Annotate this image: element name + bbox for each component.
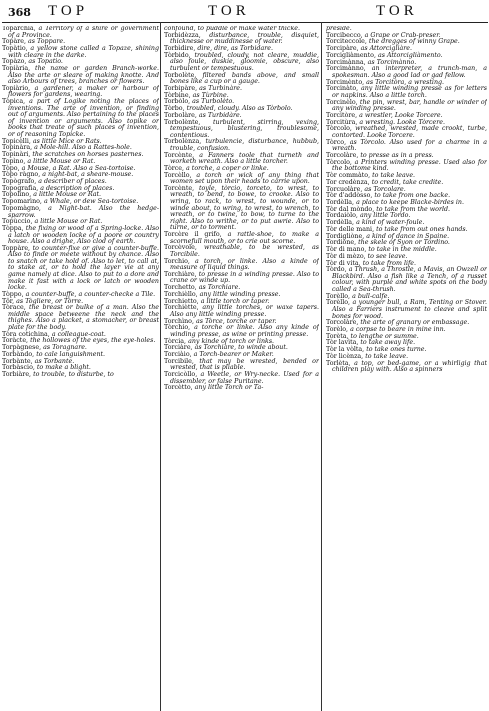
entry-headword: Tòrchio, xyxy=(164,324,191,332)
entry-headword: Torbidèzza, xyxy=(164,31,201,39)
entry-definition: as Turbolèto. xyxy=(192,98,235,106)
entry-headword: Tòr commàto, xyxy=(326,172,371,180)
entry-definition: to presse as in a press. xyxy=(360,152,434,160)
entry-definition: to take away life. xyxy=(360,339,416,347)
entry-headword: Torèllo, xyxy=(326,299,351,307)
dictionary-entry xyxy=(164,153,319,166)
entry-headword: Topomarìno, xyxy=(2,198,42,206)
entry-headword: Topàtio, xyxy=(2,45,28,53)
entry-headword: Tòr di vita, xyxy=(326,259,361,267)
entry-definition: a wrestler, Looke Torcere. xyxy=(359,111,443,119)
entry-definition: a top, or bed-game, or a whirligig that children play with. Also a spinners xyxy=(332,359,487,374)
entry-headword: Torcinàto, xyxy=(326,85,359,93)
dictionary-entry xyxy=(2,66,159,86)
entry-headword: Tòr dal mòndo, xyxy=(326,205,375,213)
entry-definition: a part of Logike noting the places of inventions. The arte of invention, or finding out of arguments. Also pertaining to the places of invention or arguments. Also topike or books that treate of such places of invention, or of reasoning Topicke. xyxy=(8,98,159,138)
entry-definition: to make a blight. xyxy=(36,364,91,372)
dictionary-entry xyxy=(326,126,487,139)
entry-definition: a Fanners toole that turneth and worketh wreath. Also a little torcher. xyxy=(170,151,319,166)
entry-definition: as Attorcigliàre. xyxy=(360,45,412,53)
entry-headword: Torchetto, xyxy=(164,284,197,292)
entry-definition: a Mouse, a Rat. Also a Sea-tortoise. xyxy=(21,164,136,172)
entry-headword: Tòrace, xyxy=(2,304,26,312)
entry-definition: the dregges of winny Grape. xyxy=(368,38,460,46)
entry-headword: Torchìno, xyxy=(164,317,194,325)
entry-headword: Torcènte, xyxy=(164,151,195,159)
entry-headword: Torbàscio, xyxy=(2,364,35,372)
dictionary-entry xyxy=(326,66,487,79)
entry-headword: Torbànte, xyxy=(2,357,33,365)
entry-definition: a wresting. Looke Tòrcere. xyxy=(359,118,445,126)
entry-headword: Torpàgnese, xyxy=(2,344,42,352)
entry-headword: Topiàrio, xyxy=(2,84,31,92)
dictionary-entry xyxy=(2,372,159,379)
entry-definition: to see leave. xyxy=(367,252,408,260)
entry-definition: a yellow stone called a Topaze, shining with cleare in the darke. xyxy=(8,45,159,59)
column-left xyxy=(2,26,159,710)
entry-definition: preside. xyxy=(326,26,352,32)
entry-headword: Toràcte, xyxy=(2,337,29,345)
entry-definition: a gardener, a maker or harbour of flowers for gardens, wearing. xyxy=(8,84,159,99)
dictionary-entry xyxy=(164,232,319,245)
dictionary-entry xyxy=(2,26,159,39)
entry-headword: Torchio, xyxy=(164,257,190,265)
entry-headword: Torcimànna, xyxy=(326,58,366,66)
entry-definition: filtered bands above, and small bones like a cup or a gauge. xyxy=(170,71,319,86)
entry-headword: Tòrcia, xyxy=(164,337,187,345)
entry-headword: Topùccio, xyxy=(2,218,33,226)
entry-headword: Tòpica, xyxy=(2,98,26,106)
dictionary-entry xyxy=(164,272,319,285)
entry-headword: Tòrdo, xyxy=(326,266,347,274)
entry-definition: as Turbinàre. xyxy=(199,84,242,92)
dictionary-entry xyxy=(164,385,319,392)
entry-definition: a night-bat, a sheare-mouse. xyxy=(42,171,134,179)
entry-definition: a place to keepe Blacke-birdes in. xyxy=(356,198,464,206)
entry-headword: Topinàra, xyxy=(2,144,33,152)
entry-definition: to take in the middle. xyxy=(368,246,437,254)
entry-headword: Torchiètte, xyxy=(164,304,199,312)
entry-headword: Torbìdire, xyxy=(164,45,196,53)
dictionary-entry xyxy=(2,246,159,292)
entry-headword: Torcitùra, xyxy=(326,118,358,126)
dictionary-entry xyxy=(164,259,319,272)
entry-headword: Torcèvole, xyxy=(164,244,197,252)
entry-definition: a torche or linke. Also any kinde of winding presse, as wine or printing presse. xyxy=(170,324,319,338)
header-rule xyxy=(2,22,488,23)
dictionary-entry xyxy=(2,46,159,59)
entry-headword: Topomàgno, xyxy=(2,204,41,212)
column-middle xyxy=(164,26,319,710)
entry-definition: to take leave. xyxy=(365,352,409,360)
entry-headword: Torcimènto, xyxy=(326,78,365,86)
entry-definition: as Tòrce, torche or taper. xyxy=(195,317,277,325)
entry-definition: a Torch-bearer or Maker. xyxy=(193,351,274,359)
entry-headword: Topàzo, xyxy=(2,58,27,66)
dictionary-entry xyxy=(164,372,319,385)
entry-headword: Topinàri, xyxy=(2,151,31,159)
entry-definition: a torche, a coper or linke. xyxy=(186,164,269,172)
entry-headword: Toparchia, xyxy=(2,26,36,32)
entry-definition: as Tògliere, or Tòrre. xyxy=(16,297,84,305)
entry-headword: Torcibecco, xyxy=(326,31,363,39)
page-number: 368 xyxy=(8,6,31,19)
entry-headword: Torbolàre, xyxy=(164,111,197,119)
entry-headword: Torcolàre, xyxy=(326,152,359,160)
entry-definition: any little winding presse as for letters or napkins. Also a little torch. xyxy=(332,85,487,99)
entry-headword: Torcitòre, xyxy=(326,111,358,119)
entry-headword: Tòrcolo, xyxy=(326,158,352,166)
entry-definition: a little Mouse or Rat. xyxy=(33,191,102,199)
entry-definition: the breast or bulke of a man. Also the middle space betweene the neck and the thighes. Also a placket, a stomacher, or breast plate for the body. xyxy=(8,304,159,331)
entry-definition: the hollowes of the eyes, the eye-holes. xyxy=(30,337,156,345)
entry-definition: as Topatio. xyxy=(28,58,63,66)
entry-definition: as little Mice or Rats. xyxy=(32,137,102,145)
dictionary-entry xyxy=(2,226,159,246)
entry-definition: a little Mouse or Rat. xyxy=(27,157,96,165)
column-rule-right xyxy=(321,22,322,711)
entry-definition: as Tòrcolo. Also used for a charme in a wreath. xyxy=(332,138,487,153)
dictionary-entry xyxy=(326,300,487,320)
entry-headword: Topografìa, xyxy=(2,184,39,192)
entry-headword: Torbolènza, xyxy=(164,138,202,146)
dictionary-entry xyxy=(326,86,487,99)
entry-definition: to take ones turne. xyxy=(366,346,427,354)
dictionary-entry xyxy=(164,305,319,318)
entry-headword: Torèlo, xyxy=(326,325,349,333)
entry-definition: to credit, take credite. xyxy=(371,178,444,186)
entry-headword: Tor credènza, xyxy=(326,178,370,186)
entry-headword: Torcènte, xyxy=(164,184,195,192)
entry-headword: Torcètto, xyxy=(164,384,193,392)
entry-headword: Tòrcolo, xyxy=(326,125,352,133)
entry-definition: as Attorcigliàmento. xyxy=(377,51,443,59)
entry-definition: dire, dire, as Torbidare. xyxy=(197,45,273,53)
entry-headword: Tòr di mèzo, xyxy=(326,252,366,260)
entry-definition: as Torcolare. xyxy=(364,185,406,193)
entry-headword: Tôr, xyxy=(2,297,15,305)
entry-headword: Topiària, xyxy=(2,65,31,73)
entry-definition: a Mole-hill. Also a Rattes-hole. xyxy=(34,144,132,152)
entry-headword: Tordiòne, xyxy=(326,239,357,247)
running-header xyxy=(0,0,489,22)
entry-headword: Tòr di mano, xyxy=(326,246,367,254)
entry-headword: Tordigliòne, xyxy=(326,232,365,240)
entry-definition: a rattle-shoe, to make a scornefull mouth, or to crie out scorne. xyxy=(170,230,319,245)
entry-headword: Torèllo, xyxy=(326,292,351,300)
entry-headword: Torchietto, xyxy=(164,297,199,305)
dictionary-entry xyxy=(326,100,487,113)
entry-headword: Torcigliàmento, xyxy=(326,51,376,59)
entry-headword: Tòpo, xyxy=(2,164,20,172)
column-rule-left xyxy=(160,22,161,711)
entry-definition: a Printers winding presse. Used also for the bottome kind. xyxy=(332,158,487,173)
entry-definition: a Whale, or dew Sea-tortoise. xyxy=(43,198,139,206)
entry-definition: the arte of granary or embassage. xyxy=(360,319,470,327)
entry-headword: Torcinèlo, xyxy=(326,98,358,106)
entry-definition: to lengthe or summe. xyxy=(350,332,419,340)
entry-headword: Torciàre, xyxy=(164,344,193,352)
dictionary-entry xyxy=(2,305,159,331)
entry-definition: as Toppare. xyxy=(28,38,66,46)
entry-definition: the scratches on horses pasternes. xyxy=(32,151,144,159)
entry-headword: Torbolènte, xyxy=(164,118,201,126)
entry-definition: a describer of places. xyxy=(38,178,107,186)
entry-headword: Tòr d'addòsso, xyxy=(326,192,373,200)
entry-definition: a kind of water-foule. xyxy=(356,219,425,227)
entry-headword: Tòpo ràgno, xyxy=(2,171,41,179)
entry-definition: to take from the world. xyxy=(376,205,451,213)
entry-definition: a torch, or linke. Also a kinde of measure of liquid things. xyxy=(170,257,319,272)
entry-definition: that may be wrested, bended or wrested, that is pliable. xyxy=(170,357,319,372)
entry-headword: Torèta, xyxy=(326,332,349,340)
dictionary-entry xyxy=(164,173,319,186)
entry-headword: Topìno, xyxy=(2,157,26,165)
entry-definition: the pin, wrest, bar, handle or winder of any winding presse. xyxy=(332,98,487,113)
entry-headword: Torbàndo, xyxy=(2,350,35,358)
dictionary-entry xyxy=(326,267,487,293)
entry-definition: the fixing or wood of a Spring-locke. Also a latch or wooden locke of a poore or country house. Also a drighe, Also clod of earth. xyxy=(8,224,159,246)
entry-definition: the skele of Syon or Tordino. xyxy=(358,239,450,247)
dictionary-entry xyxy=(164,186,319,232)
entry-definition: a corpse to beare in mine inn. xyxy=(350,325,446,333)
entry-definition: an interpreter, a trunch-man, a spokesman. Also a good lad or gad fellow. xyxy=(332,65,487,79)
entry-definition: a little torch or taper. xyxy=(200,297,270,305)
entry-definition: a torch or wick of any thing that women set upon their heads to carrie upon. xyxy=(170,171,319,186)
entry-headword: Torcibile, xyxy=(164,357,194,365)
entry-definition: as Torchiàre, to winde about. xyxy=(194,344,288,352)
entry-headword: Tòrco, xyxy=(326,138,347,146)
header-headword-right: TOR xyxy=(376,3,418,19)
dictionary-entry xyxy=(326,160,487,173)
dictionary-entry xyxy=(164,120,319,140)
entry-definition: toyle, tòrcio, torceto, to wrest, to wreath, to bend, to bowe, to crooke. Also to wring, to rack, to wrest, to wounde, or to winde about, to wring, to wrest, to wrench, to wreath, or to twine, to bow, to turne to the right. Also to writhe, or to put awrie. Also to turne, or to torment. xyxy=(170,184,319,232)
entry-definition: to take from one backe. xyxy=(374,192,451,200)
entry-definition: a colleague-coat. xyxy=(51,330,106,338)
entry-definition: a Night-bat. Also the hedge-sparrow. xyxy=(8,204,159,219)
entry-definition: as Torchiare. xyxy=(198,284,241,292)
entry-headword: Torciàio, xyxy=(164,351,192,359)
entry-headword: Torbolète, xyxy=(164,71,197,79)
dictionary-entry xyxy=(326,361,487,374)
entry-headword: Tòr licènza, xyxy=(326,352,364,360)
entry-definition: any kinde of torch or links. xyxy=(188,337,275,345)
entry-headword: Tòppa, xyxy=(2,224,24,232)
entry-definition: any little torches, or waxe tapers. Also any little winding presse. xyxy=(170,304,319,318)
entry-definition: as Toragnare. xyxy=(43,344,87,352)
entry-definition: any little Torch or Ta- xyxy=(194,384,264,392)
entry-definition: a Territory of a shire or government of a Province. xyxy=(8,26,159,39)
entry-definition: to take leave. xyxy=(372,172,416,180)
entry-definition: troubled, cloudy, not cleare, muddie, also foule, duskie, gloomie, obscure, also turbulent or tempestuous. xyxy=(170,51,319,72)
entry-definition: wreathable, to be wrested, as Torcibile. xyxy=(170,244,319,258)
entry-definition: troubled, cloudy. Also as Tòrbolo. xyxy=(186,105,293,113)
entry-definition: a Weetle, or Wry-necke. Used for a dissembler, or false Puritane. xyxy=(170,371,319,385)
entry-definition: confound, to puddle or make water thicke. xyxy=(164,26,301,32)
dictionary-entry xyxy=(164,245,319,258)
entry-headword: Topàre, xyxy=(2,38,27,46)
entry-definition: disturbance, trouble, disquiet, thicknesse or muddinesse of water. xyxy=(170,31,319,46)
dictionary-entry xyxy=(2,206,159,219)
entry-definition: any little winding presse. xyxy=(199,290,281,298)
entry-headword: Torcèllo, xyxy=(164,171,192,179)
entry-headword: Torbiàre, xyxy=(2,371,32,379)
entry-headword: Torlèta, xyxy=(326,359,351,367)
entry-definition: turbulent, stirring, vexing, tempestuous, blustering, troublesome, contentious. xyxy=(170,118,319,139)
entry-definition: as Torbante. xyxy=(34,357,75,365)
entry-definition: as Tùrbine. xyxy=(192,91,229,99)
entry-definition: to trouble, to disturbe, to xyxy=(33,371,114,379)
entry-definition: a description of places. xyxy=(40,184,115,192)
entry-headword: Tordaiòlo, xyxy=(326,212,358,220)
entry-headword: Tordèlla, xyxy=(326,198,355,206)
entry-headword: Torcuolàre, xyxy=(326,185,363,193)
entry-headword: Torbipàre, xyxy=(164,84,198,92)
entry-headword: Tòrbido, xyxy=(164,51,191,59)
entry-headword: Torciteccole, xyxy=(326,38,367,46)
entry-headword: Tòra cotichina, xyxy=(2,330,50,338)
entry-definition: wreathed, wrested, made crookt, turbe, contorted. Looke Torcere. xyxy=(332,125,487,139)
entry-headword: Topolìno, xyxy=(2,191,32,199)
entry-headword: Tòr lavìta, xyxy=(326,339,359,347)
entry-headword: Torchiàre, xyxy=(164,270,197,278)
entry-definition: as Torcimànno. xyxy=(367,58,417,66)
entry-headword: Torcipàre, xyxy=(326,45,359,53)
entry-headword: Topicèlli, xyxy=(2,137,31,145)
entry-headword: Tòrbine, xyxy=(164,91,191,99)
dictionary-entry xyxy=(164,33,319,46)
entry-headword: Tòr delle mani, xyxy=(326,225,375,233)
entry-definition: to take from out ones hands. xyxy=(376,225,468,233)
column-right xyxy=(326,26,487,710)
entry-headword: Torbòlo, xyxy=(164,98,191,106)
entry-definition: to counter-fixe or give a counter-buffe. Also to finde or meete without by chance. Also to snatch or take hold of. Also to let, to call at, to stake at, or to hold the layer vie at any game namely at dice. Also to put to a dore and make it fast with a lock or latch or wooden locke. xyxy=(8,244,159,292)
entry-headword: Tordèlla, xyxy=(326,219,355,227)
entry-definition: a little Mouse or Rat. xyxy=(34,218,103,226)
entry-headword: Tòppo, xyxy=(2,290,24,298)
entry-headword: Torchièllo, xyxy=(164,290,198,298)
entry-headword: Torcicòllo, xyxy=(164,371,198,379)
entry-definition: any little Tordo. xyxy=(359,212,411,220)
entry-definition: a Thrush, a Throstle, a Mavis, an Owzell or Blackbird. Also a fish like a Tench, of a russet colour, with purple and white spots on the body called a Sea-thrush. xyxy=(332,266,487,293)
entry-headword: Torcimànno, xyxy=(326,65,366,73)
entry-headword: Torcère il grifo, xyxy=(164,230,222,238)
dictionary-entry xyxy=(164,73,319,86)
entry-headword: Topògrafo, xyxy=(2,178,37,186)
entry-definition: a bull-calfe. xyxy=(352,292,390,300)
entry-definition: to cale languishment. xyxy=(36,350,106,358)
entry-headword: Tòrce, xyxy=(164,164,185,172)
dictionary-entry xyxy=(164,359,319,372)
entry-definition: a younger bull, a Ram, Tenting or Stover. Also a Farriers instrument to cleave and split bones for wood. xyxy=(332,299,487,320)
entry-headword: Tòr la vòlta, xyxy=(326,346,365,354)
entry-headword: Torcolàre, xyxy=(326,319,359,327)
entry-definition: as Turbidàre. xyxy=(198,111,242,119)
entry-headword: Toppàre, xyxy=(2,244,31,252)
entry-definition: a Grape or Crab-preser. xyxy=(364,31,441,39)
entry-definition: as Torcitòra, a wresting. xyxy=(366,78,445,86)
entry-definition: to take from life. xyxy=(362,259,417,267)
entry-definition: a kind of dance in Spaine. xyxy=(366,232,450,240)
entry-definition: the name or garden Branch-worke. Also the arte or sleare of making knotte. And also Arbours of trees, branches or flowers. xyxy=(8,65,159,86)
entry-definition: turbulencie, disturbance, hubbub, trouble, confusion. xyxy=(170,138,319,152)
dictionary-entry xyxy=(164,53,319,73)
dictionary-entry xyxy=(2,86,159,99)
dictionary-entry xyxy=(164,139,319,152)
dictionary-entry xyxy=(2,99,159,138)
entry-definition: to presse in a winding presse. Also to crane or winde up. xyxy=(170,270,319,285)
dictionary-entry xyxy=(326,140,487,153)
header-headword-left: TOP xyxy=(48,3,89,19)
entry-definition: a counter-buffe, a counter-checke a Tile. xyxy=(25,290,156,298)
dictionary-entry xyxy=(164,325,319,338)
header-headword-center: TOR xyxy=(208,3,250,19)
entry-headword: Tòrbo, xyxy=(164,105,185,113)
